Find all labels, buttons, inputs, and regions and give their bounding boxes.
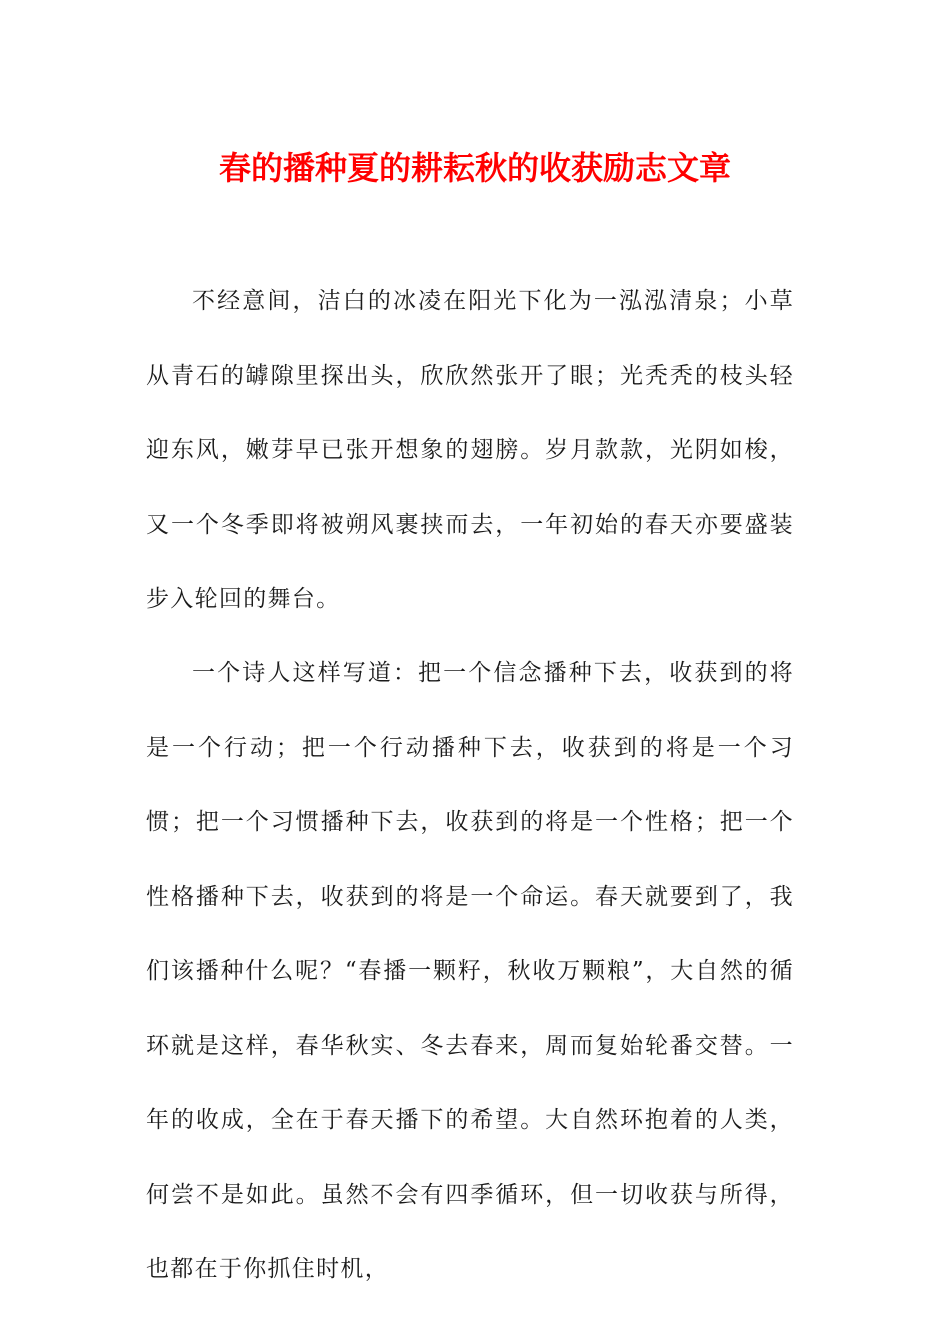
paragraph-2: 一个诗人这样写道：把一个信念播种下去，收获到的将是一个行动；把一个行动播种下去，收获到的将是一个习惯；把一个习惯播种下去，收获到的将是一个性格；把一个性格播种下去，收获到的将是一个命运。春天就要到了，我们该播种什么呢？“春播一颗籽，秋收万颗粮”，大自然的循环就是这样，春华秋实、冬去春来，周而复始轮番交替。一年的收成，全在于春天播下的希望。大自然环抱着的人类，何尝不是如此。虽然不会有四季循环，但一切收获与所得，也都在于你抓住时机， (146, 660, 794, 1282)
document-title: 春的播种夏的耕耘秋的收获励志文章 (218, 149, 731, 187)
paragraph-1: 不经意间，洁白的冰凌在阳光下化为一泓泓清泉；小草从青石的罅隙里探出头，欣欣然张开了眼；光秃秃的枝头轻迎东风，嫩芽早已张开想象的翅膀。岁月款款，光阴如梭，又一个冬季即将被朔风裹挟而去，一年初始的春天亦要盛装步入轮回的舞台。 (146, 288, 794, 612)
